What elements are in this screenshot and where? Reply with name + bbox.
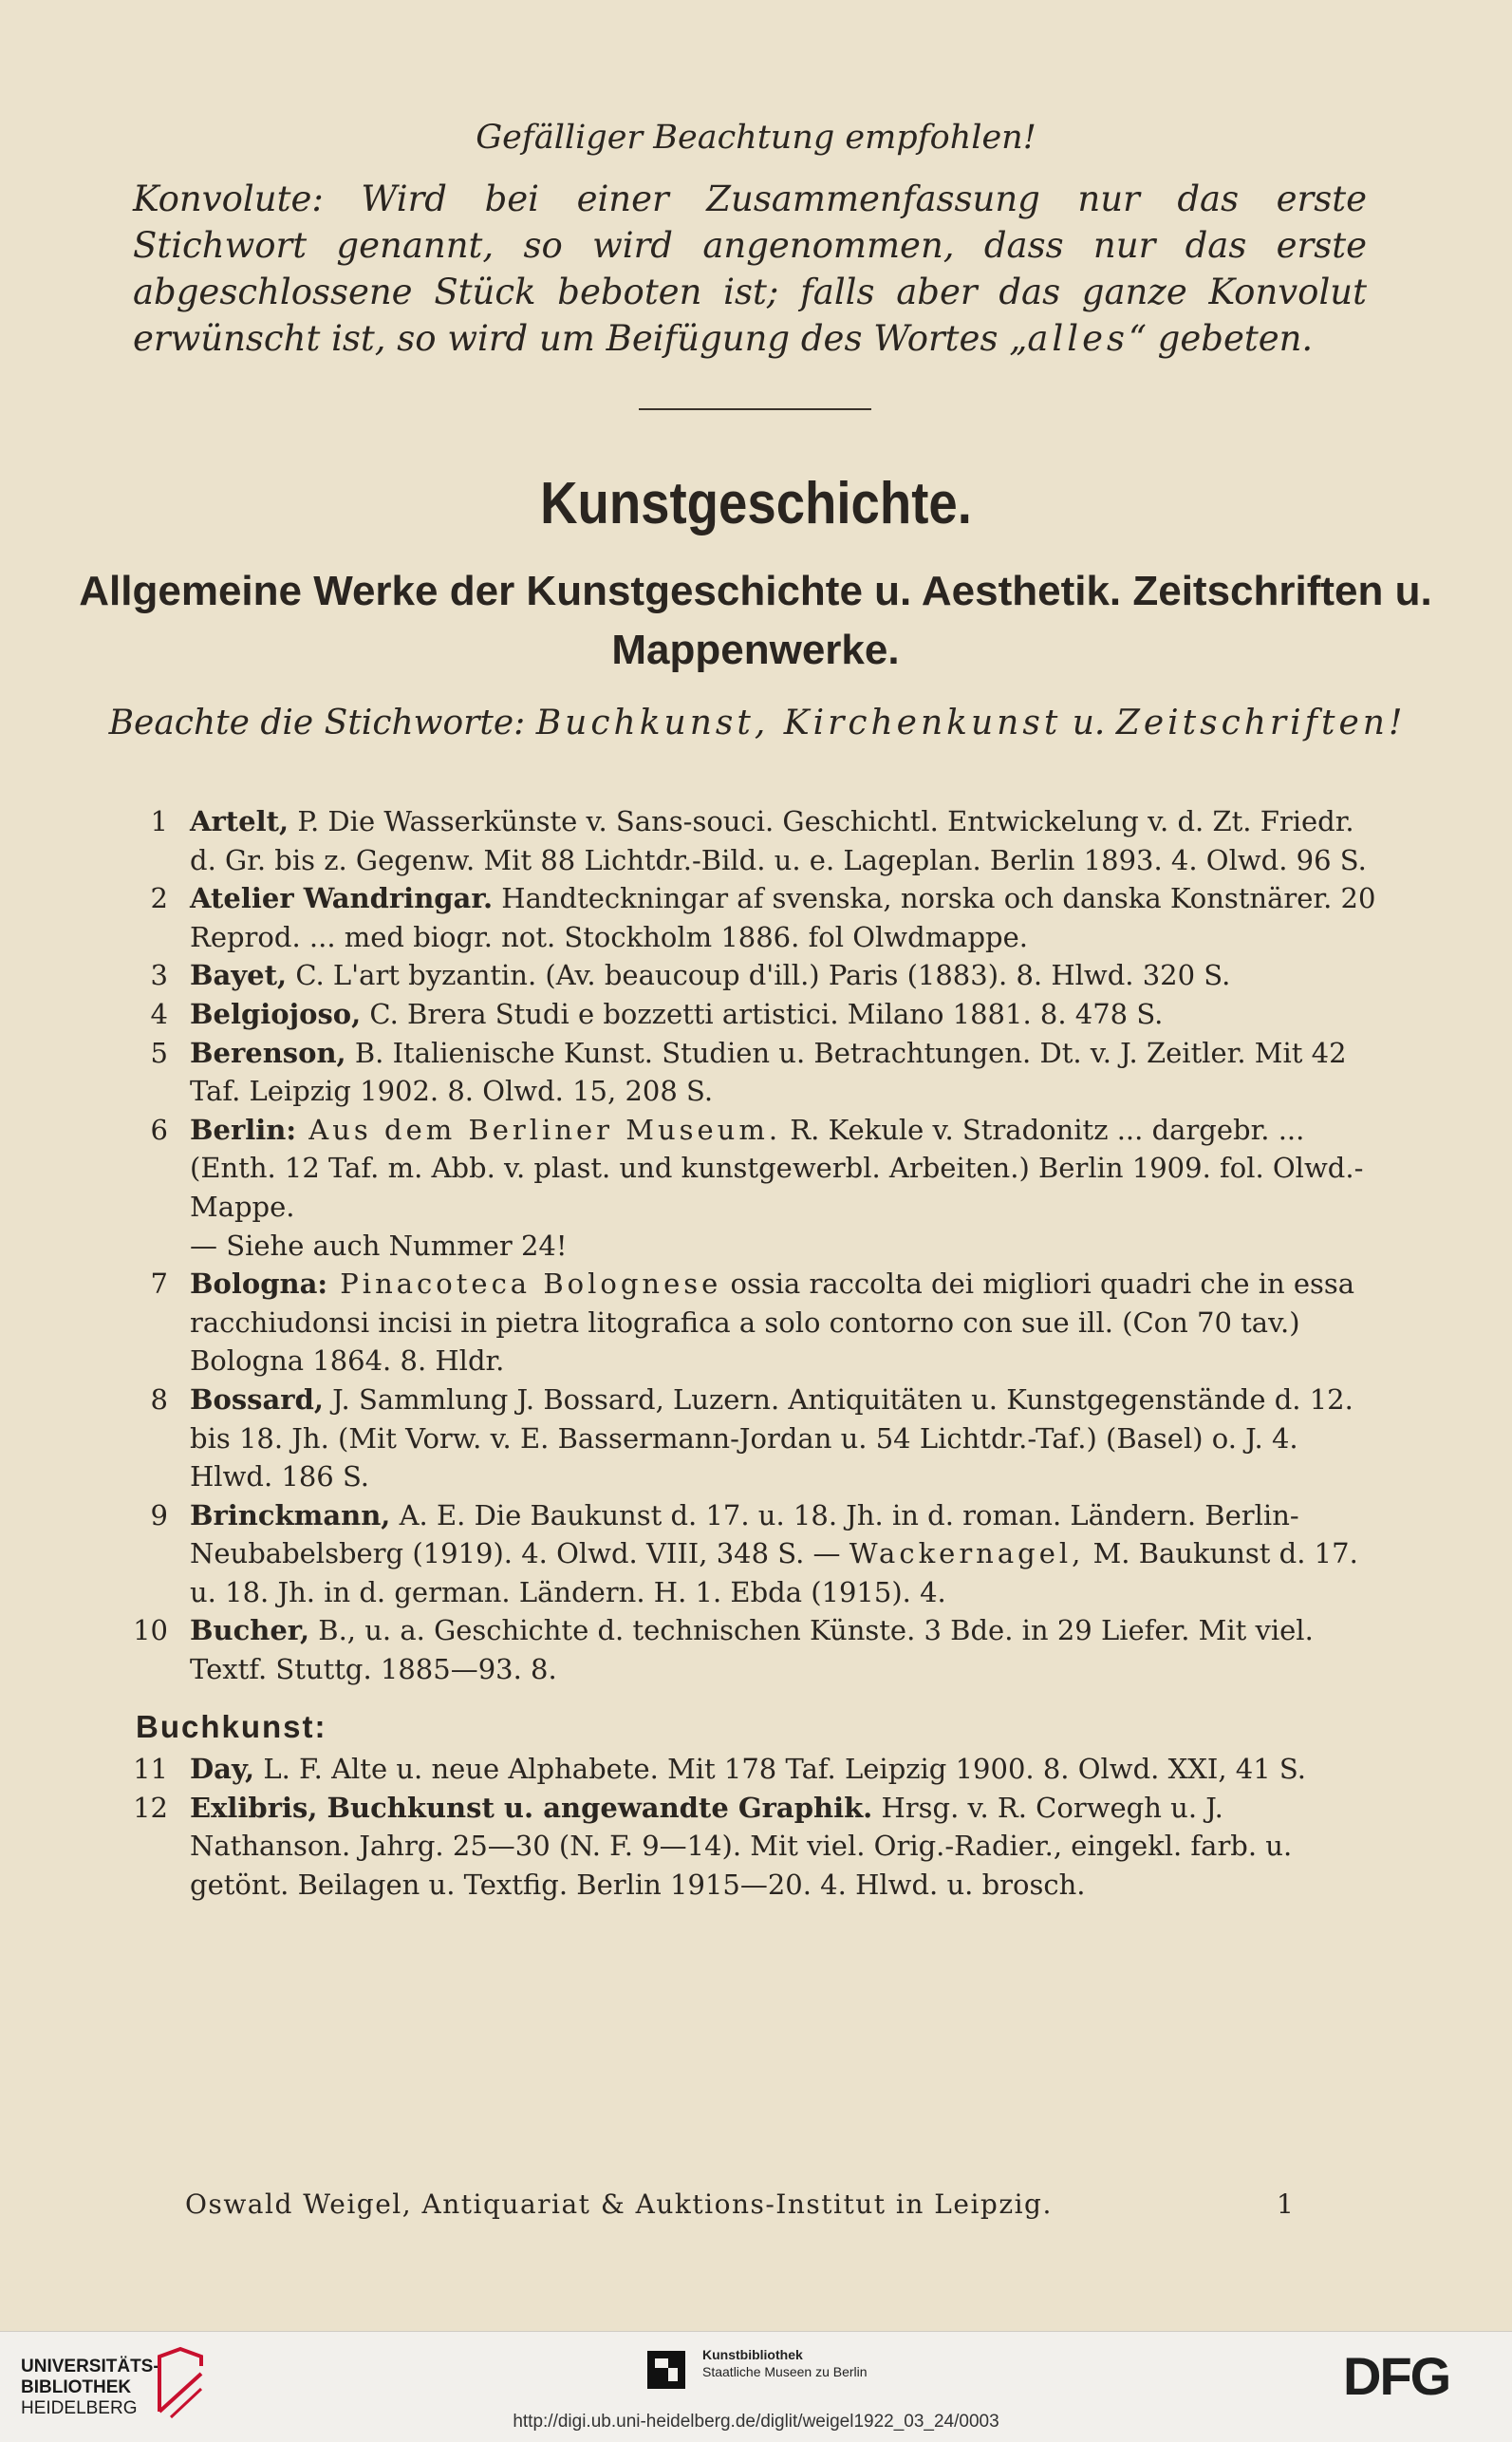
konvolute-text-b: “ gebeten. (1129, 318, 1314, 359)
entry-7 (119, 1265, 1376, 1381)
dfg-logo[interactable]: DFG (1343, 2346, 1450, 2406)
divider-rule (639, 408, 871, 410)
entry-number: 1 (150, 805, 168, 837)
entry-author: Bayet, (190, 959, 288, 992)
kb-line-2: Staatliche Museen zu Berlin (702, 2364, 868, 2379)
entry-11 (119, 1750, 1376, 1789)
entry-note: — Siehe auch Nummer 24! (190, 1229, 568, 1262)
beachte-last: Zeitschriften (1115, 704, 1389, 742)
entry-number: 12 (133, 1791, 168, 1824)
entry-number: 10 (133, 1614, 168, 1647)
entry-6 (119, 1111, 1376, 1265)
entry-author: Exlibris, Buchkunst u. angewandte Graphik. (190, 1791, 873, 1824)
entry-text: Handteckningar af svenska, norska och danska Konstnärer. 20 Reprod. ... med biogr. not. Stockholm 1886. fol Olwdmappe. (190, 882, 1376, 953)
subsection-heading: Buchkunst: (136, 1708, 327, 1744)
beachte-words: Buchkunst, Kirchenkunst (535, 704, 1062, 742)
konvolute-label: Konvolute: (133, 178, 324, 219)
entry-author: Atelier Wandringar. (190, 882, 494, 915)
entry-number: 2 (150, 882, 168, 915)
entry-spaced-title: Aus dem Berliner Museum. (296, 1113, 782, 1146)
ub-heidelberg-wordmark[interactable] (21, 2357, 159, 2419)
ub-line-3: HEIDELBERG (21, 2398, 138, 2418)
entry-number: 9 (150, 1498, 168, 1531)
entry-author: Bucher, (190, 1614, 310, 1647)
entry-number: 3 (150, 959, 168, 992)
entry-author: Berenson, (190, 1036, 346, 1069)
entry-4 (119, 995, 1376, 1034)
entry-text: C. L'art byzantin. (Av. beaucoup d'ill.) Paris (1883). 8. Hlwd. 320 S. (287, 959, 1231, 992)
entry-author: Bossard, (190, 1382, 324, 1416)
entry-number: 6 (150, 1113, 168, 1146)
entry-8 (119, 1381, 1376, 1496)
kunstbibliothek-logo-icon[interactable] (645, 2347, 687, 2395)
entry-text: Hrsg. v. R. Corwegh u. J. Nathanson. Jahrg. 25—30 (N. F. 9—14). Mit viel. Orig.-Radier., eingekl. farb. u. getönt. Beilagen u. Textfig. Berlin 1915—20. 4. Hlwd. u. brosch. (190, 1791, 1293, 1902)
entry-text-2: M. Baukunst d. 17. u. 18. Jh. in d. german. Ländern. H. 1. Ebda (1915). 4. (190, 1537, 1358, 1608)
konvolute-word: alles (1027, 318, 1129, 359)
entry-author: Brinckmann, (190, 1498, 391, 1531)
page-number: 1 (1277, 2188, 1294, 2220)
entry-10 (119, 1611, 1376, 1688)
entry-5 (119, 1034, 1376, 1111)
entry-author: Bologna: (190, 1268, 328, 1301)
beachte-lead: Beachte die Stichworte: (108, 704, 536, 742)
entry-1 (119, 802, 1376, 879)
entry-text: A. E. Die Baukunst d. 17. u. 18. Jh. in d. roman. Ländern. Berlin-Neubabelsberg (1919). 4. Olwd. VIII, 348 S. — (190, 1498, 1299, 1570)
konvolute-paragraph (133, 176, 1367, 362)
entry-number: 7 (150, 1268, 168, 1301)
entry-list (119, 802, 1376, 1905)
entry-text: L. F. Alte u. neue Alphabete. Mit 178 Taf. Leipzig 1900. 8. Olwd. XXI, 41 S. (254, 1753, 1306, 1786)
entry-text: C. Brera Studi e bozzetti artistici. Milano 1881. 8. 478 S. (361, 997, 1164, 1030)
entry-author: Berlin: (190, 1113, 297, 1146)
kunstbibliothek-wordmark[interactable] (702, 2346, 868, 2380)
ub-line-1: UNIVERSITÄTS- (21, 2357, 159, 2376)
entry-3 (119, 956, 1376, 995)
permalink-url[interactable]: http://digi.ub.uni-heidelberg.de/diglit/weigel1922_03_24/0003 (513, 2412, 999, 2432)
entry-text: J. Sammlung J. Bossard, Luzern. Antiquitäten u. Kunstgegenstände d. 12. bis 18. Jh. (Mit Vorw. v. E. Bassermann-Jordan u. 54 Lichtdr.-Taf.) (Basel) o. J. 4. Hlwd. 186 S. (190, 1382, 1353, 1493)
entry-text: B. Italienische Kunst. Studien u. Betrachtungen. Dt. v. J. Zeitler. Mit 42 Taf. Leipzig 1902. 8. Olwd. 15, 208 S. (190, 1036, 1347, 1108)
entry-spaced-author: Wackernagel, (849, 1537, 1085, 1570)
entry-text: ossia raccolta dei migliori quadri che in essa racchiudonsi incisi in pietra litografica a solo contorno con sue ill. (Con 70 tav.) Bologna 1864. 8. Hldr. (190, 1268, 1355, 1378)
entry-text: P. Die Wasserkünste v. Sans-souci. Geschichtl. Entwickelung v. d. Zt. Friedr. d. Gr. bis z. Gegenw. Mit 88 Lichtdr.-Bild. u. e. Lageplan. Berlin 1893. 4. Olwd. 96 S. (190, 805, 1367, 876)
entry-author: Belgiojoso, (190, 997, 362, 1030)
notice-heading: Gefälliger Beachtung empfohlen! (476, 119, 1036, 157)
entry-number: 5 (150, 1036, 168, 1069)
entry-text: B., u. a. Geschichte d. technischen Künste. 3 Bde. in 29 Liefer. Mit viel. Textf. Stuttg. 1885—93. 8. (190, 1614, 1314, 1686)
entry-text: R. Kekule v. Stradonitz ... dargebr. ... (Enth. 12 Taf. m. Abb. v. plast. und kunstgewerbl. Arbeiten.) Berlin 1909. fol. Olwd.-Mappe. (190, 1113, 1364, 1223)
entry-author: Artelt, (190, 805, 289, 837)
ub-line-2: BIBLIOTHEK (21, 2377, 132, 2397)
konvolute-text-a: Wird bei einer Zusammenfassung nur das erste Stichwort genannt, so wird angenommen, dass nur das erste abgeschlossene Stück beboten ist; falls aber das ganze Konvolut erwünscht ist, so wird um Beifügung des Wortes „ (133, 178, 1367, 359)
beachte-note (91, 701, 1420, 746)
section-title: Kunstgeschichte. (540, 471, 972, 536)
section-subtitle: Allgemeine Werke der Kunstgeschichte u. Aesthetik. Zeitschriften u. Mappenwerke. (79, 568, 1432, 673)
entry-number: 8 (150, 1382, 168, 1416)
entry-12 (119, 1789, 1376, 1905)
kb-line-1: Kunstbibliothek (702, 2347, 803, 2362)
entry-9 (119, 1496, 1376, 1612)
beachte-mid: u. (1061, 704, 1116, 742)
entry-author: Day, (190, 1753, 255, 1786)
entry-number: 11 (133, 1753, 168, 1786)
entry-spaced-title: Pinacoteca Bolognese (327, 1268, 722, 1301)
entry-2 (119, 879, 1376, 956)
beachte-end: ! (1388, 704, 1403, 742)
entry-number: 4 (150, 997, 168, 1030)
publisher-footer: Oswald Weigel, Antiquariat & Auktions-Institut in Leipzig. (185, 2188, 1053, 2220)
